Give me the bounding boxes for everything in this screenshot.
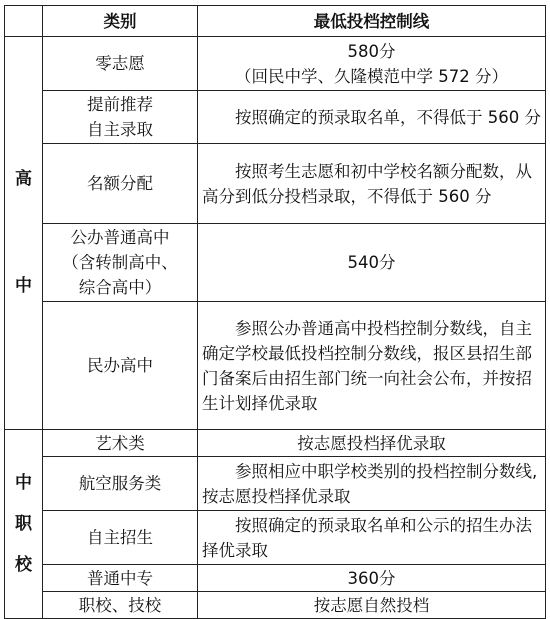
value-cell: 按志愿自然投档 <box>198 592 546 619</box>
admission-table <box>4 5 546 619</box>
value-cell: 540分 <box>198 224 546 302</box>
table-row <box>5 511 546 565</box>
table-row <box>5 565 546 592</box>
table-row <box>5 302 546 430</box>
table-row <box>5 144 546 224</box>
value-cell <box>198 37 546 91</box>
table-row <box>5 457 546 511</box>
category-cell: 职校、技校 <box>43 592 198 619</box>
group-label-char: 高 <box>15 169 32 189</box>
category-cell: 艺术类 <box>43 430 198 457</box>
table-row <box>5 224 546 302</box>
value-line: （回民中学、久隆模范中学 572 分） <box>235 66 508 86</box>
header-category: 类别 <box>43 6 198 37</box>
category-cell <box>43 224 198 302</box>
group-label-char: 职 <box>15 513 32 534</box>
header-min-control-line: 最低投档控制线 <box>198 6 546 37</box>
table-row <box>5 91 546 144</box>
value-cell: 360分 <box>198 565 546 592</box>
value-line: 580分 <box>347 41 396 61</box>
group-label-char: 校 <box>15 554 32 575</box>
header-blank-cell <box>5 6 43 37</box>
admission-control-line-table-document <box>4 5 546 619</box>
value-cell: 参照相应中职学校类别的投档控制分数线,按志愿投档择优录取 <box>198 457 546 511</box>
group-label-char: 中 <box>15 276 32 296</box>
group-label-high-school <box>5 37 43 430</box>
table-row <box>5 430 546 457</box>
category-line: 自主录取 <box>87 120 153 139</box>
table-header-row <box>5 6 546 37</box>
category-line: 提前推荐 <box>87 95 153 114</box>
group-label-char: 中 <box>15 472 32 493</box>
value-cell: 按志愿投档择优录取 <box>198 430 546 457</box>
category-line: （含转制高中、 <box>62 253 178 272</box>
category-cell: 普通中专 <box>43 565 198 592</box>
category-cell: 零志愿 <box>43 37 198 91</box>
category-line: 公办普通高中 <box>70 228 170 247</box>
category-line: 综合高中） <box>78 278 162 297</box>
category-cell: 民办高中 <box>43 302 198 430</box>
value-cell: 按照考生志愿和初中学校名额分配数，从高分到低分投档录取，不得低于 560 分 <box>198 144 546 224</box>
value-cell: 按照确定的预录取名单，不得低于 560 分 <box>198 91 546 144</box>
category-cell: 名额分配 <box>43 144 198 224</box>
category-cell <box>43 91 198 144</box>
category-cell: 航空服务类 <box>43 457 198 511</box>
table-row <box>5 37 546 91</box>
category-cell: 自主招生 <box>43 511 198 565</box>
group-label-vocational <box>5 430 43 619</box>
table-row <box>5 592 546 619</box>
value-cell: 参照公办普通高中投档控制分数线，自主确定学校最低投档控制分数线，报区县招生部门备案后由招生部门统一向社会公布，并按招生计划择优录取 <box>198 302 546 430</box>
value-cell: 按照确定的预录取名单和公示的招生办法择优录取 <box>198 511 546 565</box>
